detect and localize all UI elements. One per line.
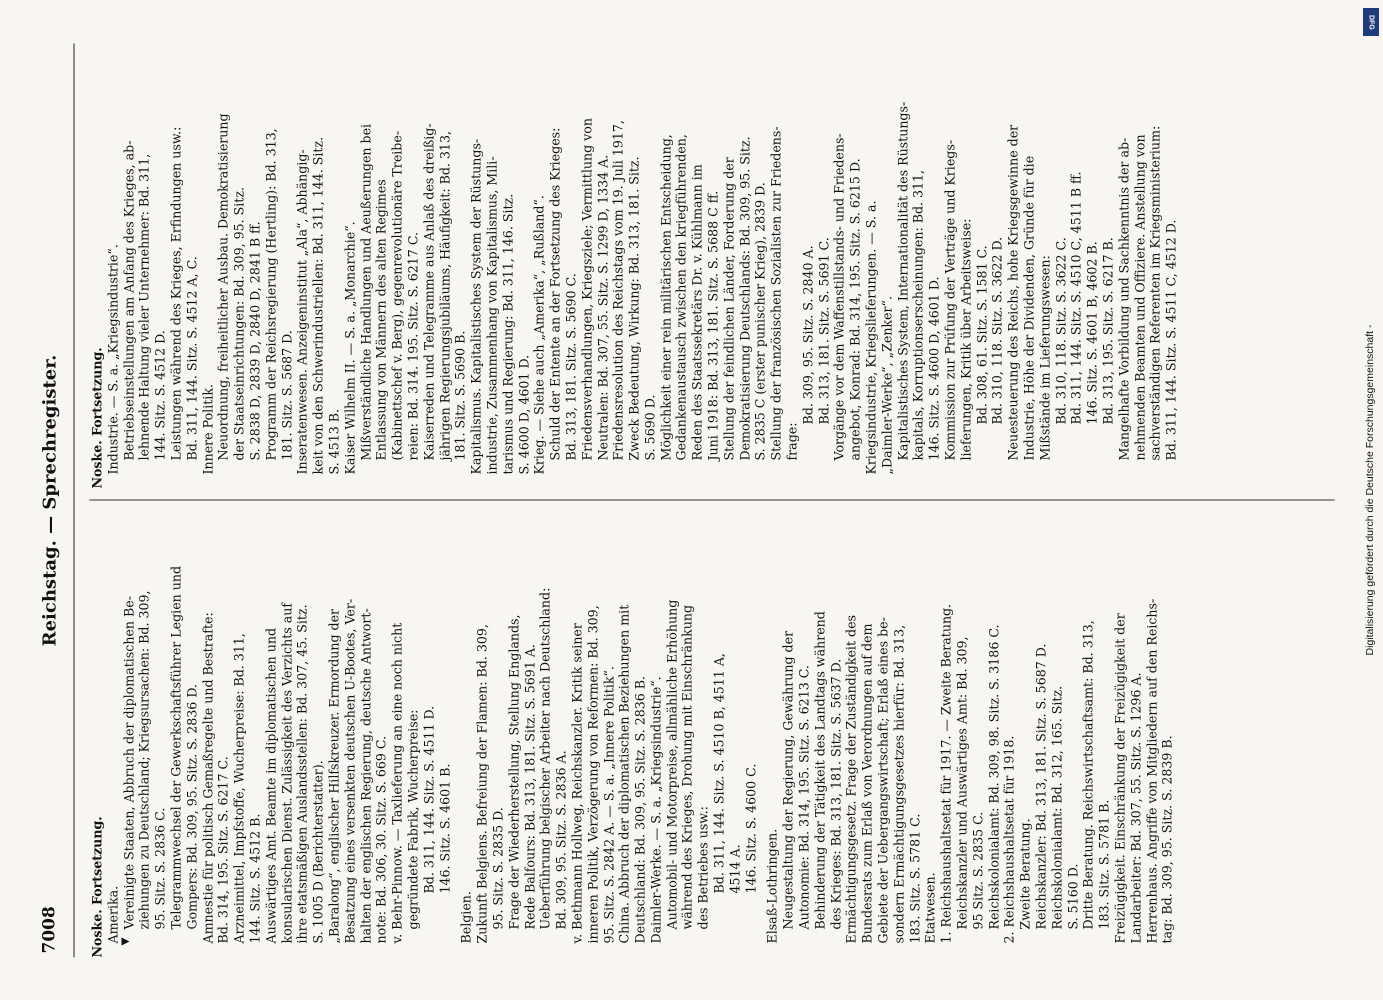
entry-line: Industrie, Höhe der Dividenden, Gründe für die	[1021, 155, 1037, 461]
entry-line: Vereinigte Staaten, Abbruch der diplomatischen Be-	[120, 596, 136, 930]
entry-line: Bd. 311, 144. Sitz. S. 4511 C, 4512 D.	[1163, 219, 1179, 461]
entry-line: Gompers: Bd. 309, 95. Sitz. S. 2836 D.	[183, 684, 199, 930]
entry-spacer	[452, 513, 458, 958]
entry-line: Industrie. — S. a. „Kriegsindustrie“.	[104, 244, 120, 475]
entry-line: Daimler-Werke. — S. a. „Kriegsindustrie“.	[647, 676, 663, 944]
entry-line: Bd. 314, 195. Sitz. S. 6217 C.	[215, 756, 231, 944]
entry-line: 95 Sitz. S. 2835 C.	[969, 811, 985, 930]
entry-line: sachverständigen Referenten im Kriegsministerium:	[1147, 125, 1163, 461]
entry-line: 144. Sitz. S. 4512 B.	[246, 813, 262, 944]
entry-line: des Krieges: Bd. 313, 181. Sitz. S. 5637 D.	[827, 658, 843, 930]
entry-line: S. 2835 C (erster punischer Krieg), 2839 D.	[752, 182, 768, 461]
entry-line: „Baralong“, englischer Hilfskreuzer. Ermordung der	[325, 608, 341, 944]
entry-line: Neugestaltung der Regierung, Gewährung der	[780, 630, 796, 930]
entry-line: 181. Sitz. S. 5690 B.	[452, 330, 468, 461]
entry-line: S. 5690 D.	[641, 394, 657, 461]
entry-line: 1. Reichshaushaltsetat für 1917. — Zweite Beratung.	[938, 603, 954, 944]
entry-line: Ermächtigungsgesetz. Frage der Zuständigkeit des	[843, 615, 859, 944]
entry-line: Kaiser Wilhelm II. — S. a. „Monarchie“.	[341, 221, 357, 475]
entry-line: Arzneimittel, Impfstoffe, Wucherpreise: Bd. 311,	[231, 633, 247, 944]
entry-line: 183. Sitz. S. 5781 C.	[906, 813, 922, 944]
entry-line: S. 5160 D.	[1064, 863, 1080, 930]
entry-line: China. Abbruch der diplomatischen Beziehungen mit	[616, 604, 632, 944]
entry-line: industrie, Zusammenhang von Kapitalismus, Mili-	[483, 156, 499, 475]
entry-line: tag: Bd. 309, 95. Sitz. S. 2839 B.	[1159, 735, 1175, 944]
entry-line: 144. Sitz. S. 4512 D.	[152, 330, 168, 461]
entry-line: Entlassung von Männern des alten Regimes	[373, 179, 389, 461]
entry-line: Betriebseinstellungen am Anfang des Krieges, ab-	[120, 140, 136, 461]
entry-line: Mangelhafte Vorbildung und Sachkenntnis der ab-	[1115, 137, 1131, 461]
entry-line: Reichskanzler: Bd. 313, 181. Sitz. S. 5687 D.	[1033, 643, 1049, 930]
dfg-sidebar	[1359, 10, 1381, 970]
entry-line: Landarbeiter: Bd. 307, 55. Sitz. S. 1296 A.	[1127, 672, 1143, 944]
entry-line: Zweck Bedeutung, Wirkung: Bd. 313, 181. Sitz.	[626, 156, 642, 461]
right-column	[89, 44, 1179, 489]
entry-line: Bd. 311, 144. Sitz. S. 4510 C, 4511 B ff.	[1068, 171, 1084, 425]
entry-line: Kapitalistisches System, Internationalität des Rüstungs-	[894, 101, 910, 461]
entry-line: Neutralen: Bd. 307, 55. Sitz. S. 1299 D, 1334 A.	[594, 154, 610, 461]
entry-line: Juni 1918: Bd. 313, 181. Sitz. S. 5688 C ff.	[705, 190, 721, 461]
entry-line: Zukunft Belgiens. Befreiung der Flamen: Bd. 309,	[474, 624, 490, 944]
entry-line: S. 1005 D (Berichterstatter).	[310, 760, 326, 944]
entry-line: Reichskolonialamt: Bd. 309, 98. Sitz. S. 3186 C.	[985, 624, 1001, 930]
page-number: 7008	[39, 906, 59, 954]
entry-spacer	[758, 513, 764, 958]
entry-line: Autonomie: Bd. 314, 195. Sitz. S. 6213 C.	[796, 665, 812, 930]
entry-line: Bd. 313, 181. Sitz. S. 5690 C.	[562, 273, 578, 461]
entry-line: S. 2838 D, 2839 D, 2840 D, 2841 B ff.	[246, 221, 262, 461]
entry-line: 183. Sitz. S. 5781 B.	[1096, 799, 1112, 930]
entry-line: lieferungen, Kritik über Arbeitsweise:	[957, 218, 973, 461]
entry-line: Programm der Reichsregierung (Hertling): Bd. 313,	[262, 128, 278, 461]
entry-line: Kriegsindustrie, Kriegslieferungen. — S. a.	[863, 200, 879, 475]
entry-line: Etatwesen.	[922, 872, 938, 944]
entry-line: Bd. 313, 181. Sitz. S. 5691 C.	[815, 237, 831, 425]
entry-line: ziehungen zu Deutschland; Kriegsursachen: Bd. 309,	[136, 590, 152, 930]
entry-line: jährigen Regierungsjubiläums, Häufigkeit: Bd. 313,	[436, 131, 452, 461]
entry-line: 95. Sitz. S. 2835 D.	[489, 807, 505, 930]
entry-line: S. 4600 D, 4601 D.	[515, 354, 531, 475]
entry-line: Bd. 310, 118. Sitz. S. 3622 D.	[989, 236, 1005, 425]
entry-line: Möglichkeit einer rein militärischen Entscheidung,	[657, 134, 673, 461]
entry-line: Belgien.	[458, 891, 474, 944]
entry-line: Zweite Beratung.	[1017, 818, 1033, 930]
entry-line: Innere Politik.	[199, 384, 215, 475]
entry-line: Krieg. — Siehe auch „Amerika“, „Rußland“.	[531, 195, 547, 475]
entry-line: Bd. 311, 144. Sitz. S. 4510 B, 4511 A,	[711, 653, 727, 894]
entry-line: halten der englischen Regierung, deutsche Antwort-	[357, 608, 373, 944]
entry-line: Noske. Fortsetzung.	[89, 816, 104, 958]
entry-line: Deutschland: Bd. 309, 95. Sitz. S. 2836 B.	[632, 675, 648, 944]
entry-line: lehnende Haltung vieler Unternehmer: Bd. 311,	[136, 153, 152, 461]
entry-line: kapitals, Korruptionserscheinungen: Bd. 311,	[910, 169, 926, 461]
entry-line: Rede Balfours: Bd. 313, 181. Sitz. S. 5691 A.	[521, 644, 537, 930]
entry-line: note: Bd. 306, 30. Sitz. S. 669 C.	[373, 735, 389, 944]
page-title: Reichstag. — Sprechregister.	[38, 354, 60, 647]
entry-line: Auswärtiges Amt. Beamte im diplomatischen und	[262, 627, 278, 944]
entry-line: tarismus und Regierung: Bd. 311, 146. Sitz.	[499, 193, 515, 475]
entry-line: Kapitalismus. Kapitalistisches System der Rüstungs-	[468, 138, 484, 475]
entry-line: inneren Politik, Verzögerung von Reformen: Bd. 309,	[584, 605, 600, 944]
entry-line: während des Krieges, Drohung mit Einschränkung	[679, 604, 695, 930]
entry-line: Telegrammwechsel der Gewerkschaftsführer Legien und	[167, 565, 183, 930]
entry-line: 4514 A.	[726, 844, 742, 894]
entry-line: Kommission zur Prüfung der Verträge und Kriegs-	[942, 139, 958, 461]
entry-line: S. 4513 B.	[325, 409, 341, 475]
entry-line: Besatzung eines versenkten deutschen U-Bootes, Ver-	[341, 598, 357, 944]
register-page	[29, 36, 1354, 966]
entry-line: Friedensverhandlungen, Kriegsziele; Vermittlung von	[578, 118, 594, 461]
entry-line: Reichskanzler und Auswärtiges Amt: Bd. 309,	[954, 636, 970, 930]
entry-line: angebot, Konrad: Bd. 314, 195. Sitz. S. 6215 D.	[847, 158, 863, 461]
entry-line: nehmenden Beamten und Offiziere. Anstellung von	[1131, 134, 1147, 461]
entry-line: Elsaß-Lothringen.	[764, 828, 780, 944]
dfg-logo-icon: DFG	[1363, 8, 1379, 36]
entry-line: 146. Sitz. S. 4600 C.	[742, 763, 758, 894]
column-divider	[89, 500, 1334, 501]
entry-line: Bd. 311, 144. Sitz. S. 4512 A, C.	[183, 256, 199, 461]
entry-line: Freizügigkeit. Einschränkung der Freizügigkeit der	[1112, 613, 1127, 944]
entry-line: sondern Ermächtigungsgesetzes hierfür: Bd. 313,	[890, 624, 906, 944]
entry-line: konsularischen Dienst. Zulässigkeit des Verzichts auf	[278, 602, 294, 944]
entry-line: 95. Sitz. S. 2842 A. — S. a. „Innere Politik“.	[600, 666, 616, 944]
left-column	[89, 513, 1175, 958]
entry-line: Dritte Beratung. Reichswirtschaftsamt: Bd. 313,	[1080, 620, 1096, 930]
entry-line: 146. Sitz. S. 4601 B, 4602 B.	[1084, 241, 1100, 425]
entry-line: ihre etatsmäßigen Auslandsstellen: Bd. 307, 45. Sitz.	[294, 604, 310, 944]
entry-line: Mißstände im Lieferungswesen:	[1036, 255, 1052, 461]
entry-line: Reden des Staatssekretärs Dr. v. Kühlmann im	[689, 164, 705, 461]
entry-line: v. Bethmann Hollweg, Reichskanzler. Kritik seiner	[568, 623, 584, 944]
page-header	[29, 36, 69, 966]
entry-line: Behinderung der Tätigkeit des Landtags während	[811, 611, 827, 930]
entry-line: Frage der Wiederherstellung, Stellung Englands,	[505, 614, 521, 930]
entry-line: Stellung der französischen Sozialisten zur Friedens-	[768, 126, 784, 461]
entry-line: Bd. 311, 144. Sitz. S. 4511 D.	[420, 705, 436, 894]
entry-line: des Betriebes usw.:	[695, 806, 711, 930]
entry-line: 146. Sitz. S. 4600 D, 4601 D.	[926, 276, 942, 461]
entry-line: Bundesrats zum Erlaß von Verordnungen auf dem	[859, 623, 875, 944]
entry-line: gegründete Fabrik, Wucherpreise:	[404, 709, 420, 930]
entry-line: frage:	[784, 422, 800, 461]
entry-line: Gedankenaustausch zwischen den kriegführenden,	[673, 134, 689, 461]
entry-line: Mißverständliche Handlungen und Aeußerungen bei	[357, 123, 373, 461]
entry-line: Stellung der feindlichen Länder, Forderung der	[720, 157, 736, 461]
entry-line: Bd. 310, 118. Sitz. S. 3622 C.	[1052, 237, 1068, 425]
entry-line: Demokratisierung Deutschlands: Bd. 309, 95. Sitz.	[736, 136, 752, 461]
entry-line: keit von den Schwerindustriellen: Bd. 311, 144. Sitz.	[310, 136, 326, 475]
entry-line: Neuesteuerung des Reichs, hohe Kriegsgewinne der	[1005, 124, 1021, 461]
entry-line: 146. Sitz. S. 4601 B.	[436, 763, 452, 894]
entry-line: Herrenhaus. Angriffe von Mitgliedern auf den Reichs-	[1143, 598, 1159, 944]
entry-line: Vorgänge vor dem Waffenstillstands- und Friedens-	[831, 133, 847, 461]
entry-line: Amnestie für politisch Gemaßregelte und Bestrafte:	[199, 612, 215, 944]
entry-line: Noske. Fortsetzung.	[89, 347, 104, 489]
entry-line: Gebiete der Uebergangswirtschaft; Erlaß eines be-	[875, 617, 891, 944]
entry-line: Ueberführung belgischer Arbeiter nach Deutschland:	[537, 587, 553, 930]
entry-line: v. Behr-Pinnow. — Taxlieferung an eine noch nicht	[389, 622, 405, 944]
entry-line: „Daimler-Werke“, „Zenker“.	[878, 296, 894, 475]
entry-line: Neuordnung, freiheitlicher Ausbau. Demokratisierung	[215, 113, 231, 461]
entry-line: 95. Sitz. S. 2836 C.	[152, 807, 168, 930]
entry-line: Friedensresolution des Reichstags vom 19. Juli 1917,	[610, 120, 626, 461]
entry-line: Bd. 313, 195. Sitz. S. 6217 B.	[1100, 237, 1115, 425]
entry-line: Amerika.	[104, 885, 120, 944]
entry-line: 2. Reichshaushaltsetat für 1918.	[1001, 735, 1017, 944]
entry-line: Inseratenwesen. Anzeigeninstitut „Ala“, Abhängig-	[294, 149, 310, 475]
entry-line: Leistungen während des Krieges, Erfindungen usw.:	[167, 126, 183, 461]
entry-line: Schuld der Entente an der Fortsetzung des Krieges:	[547, 127, 563, 461]
dfg-credit-text: Digitalisierung gefördert durch die Deutsche Forschungsgemeinschaft -	[1364, 324, 1376, 656]
entry-line: der Staatseinrichtungen: Bd. 309, 95. Sitz.	[231, 187, 247, 461]
entry-line: Bd. 308, 61. Sitz. S. 1581 C.	[973, 245, 989, 425]
entry-line: Bd. 309, 95. Sitz. S. 2840 A.	[799, 245, 815, 425]
entry-line: Automobil- und Motorpreise, allmähliche Erhöhung	[663, 599, 679, 930]
header-rule	[73, 44, 74, 958]
entry-line: Reichskolonialamt: Bd. 312, 165. Sitz.	[1048, 685, 1064, 930]
entry-line: Kaiserreden und Telegramme aus Anlaß des dreißig-	[420, 123, 436, 461]
entry-line: 181. Sitz. S. 5687 D.	[278, 330, 294, 461]
entry-line: Bd. 309, 95. Sitz. S. 2836 A.	[553, 750, 569, 930]
entry-line: (Kabinettschef v. Berg), gegenrevolutionäre Treibe-	[389, 130, 405, 461]
entry-line: reien: Bd. 314. 195. Sitz. S. 6217 C.	[404, 231, 420, 461]
